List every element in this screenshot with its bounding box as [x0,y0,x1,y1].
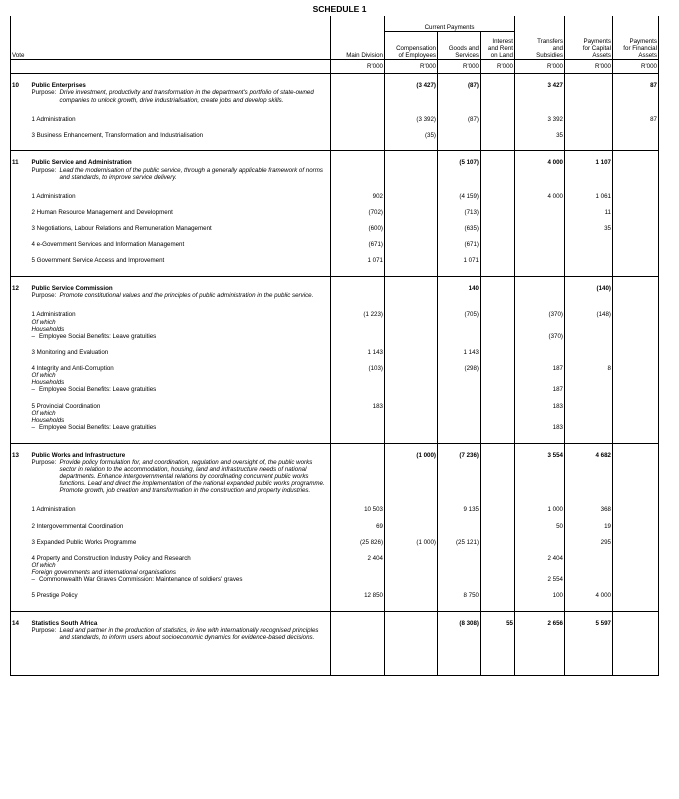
vote-total-transfers: 4 000 [515,151,565,167]
cell-main: 12 850 [331,592,385,599]
cell-goods: 1 071 [438,257,481,264]
vote-total-comp: (1 000) [385,443,438,459]
cell-interest [481,132,515,139]
cell-interest [481,555,515,562]
vote-number: 14 [11,611,31,627]
cell-transfers: 100 [515,592,565,599]
sub-item-row [11,424,659,431]
sub-item [31,424,331,431]
unit-label: R'000 [515,60,565,74]
cell-financial [613,506,659,513]
cell-goods: (25 121) [438,539,481,546]
sub-of-which: Of which [31,372,56,380]
cell-interest [481,311,515,318]
cell-goods: (671) [438,241,481,248]
cell-main: 69 [331,523,385,530]
purpose-label: Purpose: [31,89,57,97]
cell-comp [385,592,438,599]
cell-interest [481,365,515,372]
cell-financial [613,555,659,562]
program-row [11,193,659,200]
cell-interest [481,116,515,123]
cell-financial [613,349,659,356]
vote-total-transfers [515,277,565,293]
program-name: 3 Monitoring and Evaluation [31,348,109,356]
cell-comp [385,365,438,372]
program-row [11,116,659,123]
cell-goods: (713) [438,209,481,216]
cell-capital: 19 [565,523,613,530]
purpose-text: Promote constitutional values and the principles of public administration in the public service. [59,292,314,300]
vote-name: Statistics South Africa [31,611,331,627]
cell-main: 902 [331,193,385,200]
vote-total-transfers: 3 554 [515,443,565,459]
purpose-text: Drive investment, productivity and transformation in the department's portfolio of state-owned companies to unlock growth, drive industrialisation, create jobs and develop skills. [59,89,314,104]
dash-bullet: – [31,423,35,431]
dash-bullet: – [31,576,35,584]
cell-transfers: 4 000 [515,193,565,200]
cell-financial [613,241,659,248]
vote-number: 10 [11,74,31,90]
cell-goods [438,403,481,410]
cell-capital: 368 [565,506,613,513]
cell-financial [613,523,659,530]
cell-financial [613,193,659,200]
purpose-label: Purpose: [31,458,57,466]
cell-transfers [515,257,565,264]
vote-name: Public Service Commission [31,277,331,293]
cell-comp [385,506,438,513]
vote-total-capital: 4 682 [565,443,613,459]
cell-transfers: 35 [515,132,565,139]
vote-total-interest: 55 [481,611,515,627]
sub-item [31,576,331,583]
program-name: 3 Negotiations, Labour Relations and Remuneration Management [31,225,212,233]
sub-item [31,386,331,393]
program-row [11,132,659,139]
vote-total-goods: (8 308) [438,611,481,627]
cell-capital: (148) [565,311,613,318]
sub-item-value: 183 [515,424,565,431]
financial-header: Payments for Financial Assets [613,32,659,60]
cell-interest [481,592,515,599]
sub-item-label: Commonwealth War Graves Commission: Maintenance of soldiers' graves [38,576,243,584]
vote-purpose [31,167,331,181]
cell-transfers [515,349,565,356]
vote-total-capital: (140) [565,277,613,293]
table-body [11,74,659,676]
vote-total-main [331,611,385,627]
vote-total-capital [565,74,613,90]
sub-item-value: (370) [515,333,565,340]
cell-goods: (705) [438,311,481,318]
vote-total-goods: (5 107) [438,151,481,167]
vote-total-financial [613,151,659,167]
sub-item-label: Employee Social Benefits: Leave gratuities [38,386,157,394]
cell-goods [438,523,481,530]
cell-main: (702) [331,209,385,216]
cell-transfers: 183 [515,403,565,410]
vote-total-interest [481,277,515,293]
cell-transfers: 50 [515,523,565,530]
vote-number: 11 [11,151,31,167]
unit-label: R'000 [481,60,515,74]
vote-total-main [331,74,385,90]
sub-of-which: Of which [31,409,56,417]
vote-header-label: Vote [12,52,25,59]
vote-total-comp: (3 427) [385,74,438,90]
cell-capital [565,403,613,410]
vote-total-interest [481,151,515,167]
cell-main: 2 404 [331,555,385,562]
purpose-label: Purpose: [31,627,57,634]
vote-total-goods: (87) [438,74,481,90]
program-name: 2 Intergovernmental Coordination [31,522,124,530]
cell-capital: 4 000 [565,592,613,599]
cell-capital [565,241,613,248]
cell-capital: 11 [565,209,613,216]
vote-number: 13 [11,443,31,459]
sub-category: Households [31,325,65,333]
sub-category: Households [31,416,65,424]
cell-interest [481,225,515,232]
vote-total-capital: 5 597 [565,611,613,627]
vote-total-capital: 1 107 [565,151,613,167]
program-row [11,257,659,264]
vote-total-financial [613,277,659,293]
cell-interest [481,403,515,410]
vote-total-interest [481,443,515,459]
vote-purpose [31,627,331,641]
cell-main: 1 071 [331,257,385,264]
vote-total-transfers: 3 427 [515,74,565,90]
cell-interest [481,209,515,216]
program-row [11,241,659,248]
vote-row [11,74,659,90]
current-payments-header: Current Payments [385,16,515,32]
cell-main: (103) [331,365,385,372]
unit-label: R'000 [613,60,659,74]
cell-comp [385,241,438,248]
vote-total-comp [385,151,438,167]
vote-purpose [31,89,331,103]
unit-label: R'000 [438,60,481,74]
program-row [11,209,659,216]
cell-comp [385,403,438,410]
unit-label: R'000 [385,60,438,74]
program-name: 1 Administration [31,311,76,319]
purpose-row [11,292,659,299]
cell-comp [385,209,438,216]
program-name: 4 Integrity and Anti-Corruption [31,365,114,372]
sub-item-row [11,576,659,583]
cell-main: 10 503 [331,506,385,513]
program-row [11,349,659,356]
cell-interest [481,349,515,356]
cell-comp [385,523,438,530]
vote-row [11,611,659,627]
sub-of-which: Of which [31,561,56,569]
program-row [11,225,659,232]
cell-financial: 87 [613,116,659,123]
purpose-row [11,627,659,641]
purpose-text: Provide policy formulation for, and coordination, regulation and oversight of, the public works sector in relation to the accommodation, housing, land and infrastructure needs of national departments. Enhance intergovernmental relations by coordinating concurrent public works functions. Lead and direct the implementation of the national expanded public works programme. Promote growth, job creation and transformation in the construction and property industries. [59,458,325,495]
program-row [11,523,659,530]
vote-purpose [31,292,331,299]
table-header [11,16,659,74]
cell-capital [565,116,613,123]
schedule-table [10,16,659,676]
vote-row [11,277,659,293]
purpose-row [11,89,659,103]
cell-interest [481,506,515,513]
cell-capital: 8 [565,365,613,372]
sub-item-value: 187 [515,386,565,393]
cell-goods: (298) [438,365,481,372]
vote-total-financial: 87 [613,74,659,90]
vote-total-financial [613,443,659,459]
unit-label: R'000 [565,60,613,74]
goods-header: Goods and Services [438,32,481,60]
cell-interest [481,257,515,264]
vote-name: Public Works and Infrastructure [31,443,331,459]
cell-transfers [515,225,565,232]
cell-comp [385,555,438,562]
program-name: 2 Human Resource Management and Development [31,209,173,216]
sub-item-value: 2 554 [515,576,565,583]
dash-bullet: – [31,332,35,340]
cell-goods: (4 159) [438,193,481,200]
vote-name: Public Enterprises [31,74,331,90]
vote-total-comp [385,277,438,293]
cell-goods: (87) [438,116,481,123]
cell-main: (600) [331,225,385,232]
purpose-text: Lead the modernisation of the public service, through a generally applicable framework of norms and standards, to improve service delivery. [59,166,323,181]
cell-transfers: 187 [515,365,565,372]
cell-transfers: 1 000 [515,506,565,513]
cell-capital: 1 061 [565,193,613,200]
cell-transfers [515,539,565,546]
cell-comp: (1 000) [385,539,438,546]
vote-total-comp [385,611,438,627]
sub-category: Households [31,379,65,387]
cell-financial [613,132,659,139]
cell-interest [481,241,515,248]
cell-transfers: 2 404 [515,555,565,562]
program-row [11,506,659,513]
sub-item-row [11,386,659,393]
main-division-header: Main Division [331,32,385,60]
cell-main: 183 [331,403,385,410]
vote-total-interest [481,74,515,90]
cell-interest [481,523,515,530]
page-title: SCHEDULE 1 [312,4,367,14]
vote-total-goods: (7 236) [438,443,481,459]
capital-header: Payments for Capital Assets [565,32,613,60]
program-row [11,403,659,410]
sub-category: Foreign governments and international organisations [31,569,176,576]
cell-goods [438,132,481,139]
cell-interest [481,539,515,546]
cell-main: (1 223) [331,311,385,318]
cell-comp [385,225,438,232]
sub-item [31,333,331,340]
cell-financial [613,257,659,264]
purpose-row [11,459,659,495]
transfers-header: Transfers and Subsidies [515,32,565,60]
program-name: 5 Prestige Policy [31,592,78,600]
vote-header [11,32,331,60]
sub-item-row [11,333,659,340]
program-name: 4 e-Government Services and Information Management [31,241,185,249]
program-row [11,365,659,372]
cell-goods: 1 143 [438,349,481,356]
vote-number: 12 [11,277,31,293]
purpose-label: Purpose: [31,166,57,174]
cell-capital [565,132,613,139]
program-name: 4 Property and Construction Industry Policy and Research [31,554,191,562]
program-name: 3 Business Enhancement, Transformation and Industrialisation [31,131,204,139]
cell-transfers [515,209,565,216]
program-row [11,555,659,562]
cell-financial [613,365,659,372]
cell-comp [385,257,438,264]
vote-row [11,443,659,459]
cell-main [331,132,385,139]
cell-main: (671) [331,241,385,248]
compensation-header: Compensation of Employees [385,32,438,60]
vote-total-main [331,277,385,293]
cell-capital [565,555,613,562]
cell-comp: (35) [385,132,438,139]
cell-financial [613,209,659,216]
program-name: 5 Government Service Access and Improvement [31,257,165,265]
program-name: 5 Provincial Coordination [31,402,101,410]
cell-capital [565,257,613,264]
purpose-text: Lead and partner in the production of statistics, in line with internationally recognised principles and standards, to inform users about socioeconomic dynamics for evidence-based decisions. [59,627,319,642]
cell-goods: (635) [438,225,481,232]
cell-main: 1 143 [331,349,385,356]
cell-comp [385,193,438,200]
sub-of-which: Of which [31,318,56,326]
cell-transfers: (370) [515,311,565,318]
vote-total-financial [613,611,659,627]
vote-total-transfers: 2 656 [515,611,565,627]
vote-purpose [31,459,331,495]
vote-name: Public Service and Administration [31,151,331,167]
dash-bullet: – [31,386,35,394]
cell-goods: 8 750 [438,592,481,599]
vote-total-main [331,443,385,459]
purpose-label: Purpose: [31,292,57,300]
cell-transfers [515,241,565,248]
vote-total-main [331,151,385,167]
cell-capital: 35 [565,225,613,232]
purpose-row [11,167,659,181]
cell-capital: 295 [565,539,613,546]
cell-main [331,116,385,123]
program-row [11,592,659,599]
program-name: 1 Administration [31,192,76,200]
cell-comp: (3 392) [385,116,438,123]
cell-financial [613,311,659,318]
unit-label: R'000 [331,60,385,74]
cell-capital [565,349,613,356]
vote-total-goods: 140 [438,277,481,293]
program-name: 1 Administration [31,506,76,514]
program-name: 1 Administration [31,115,76,123]
interest-header: Interest and Rent on Land [481,32,515,60]
program-row [11,539,659,546]
cell-goods: 9 135 [438,506,481,513]
cell-comp [385,349,438,356]
cell-financial [613,403,659,410]
sub-item-label: Employee Social Benefits: Leave gratuities [38,423,157,431]
cell-interest [481,193,515,200]
cell-financial [613,539,659,546]
cell-main: (25 826) [331,539,385,546]
vote-row [11,151,659,167]
program-row [11,311,659,318]
cell-financial [613,592,659,599]
program-name: 3 Expanded Public Works Programme [31,538,137,546]
cell-goods [438,555,481,562]
cell-transfers: 3 392 [515,116,565,123]
sub-item-label: Employee Social Benefits: Leave gratuities [38,332,157,340]
cell-comp [385,311,438,318]
cell-financial [613,225,659,232]
